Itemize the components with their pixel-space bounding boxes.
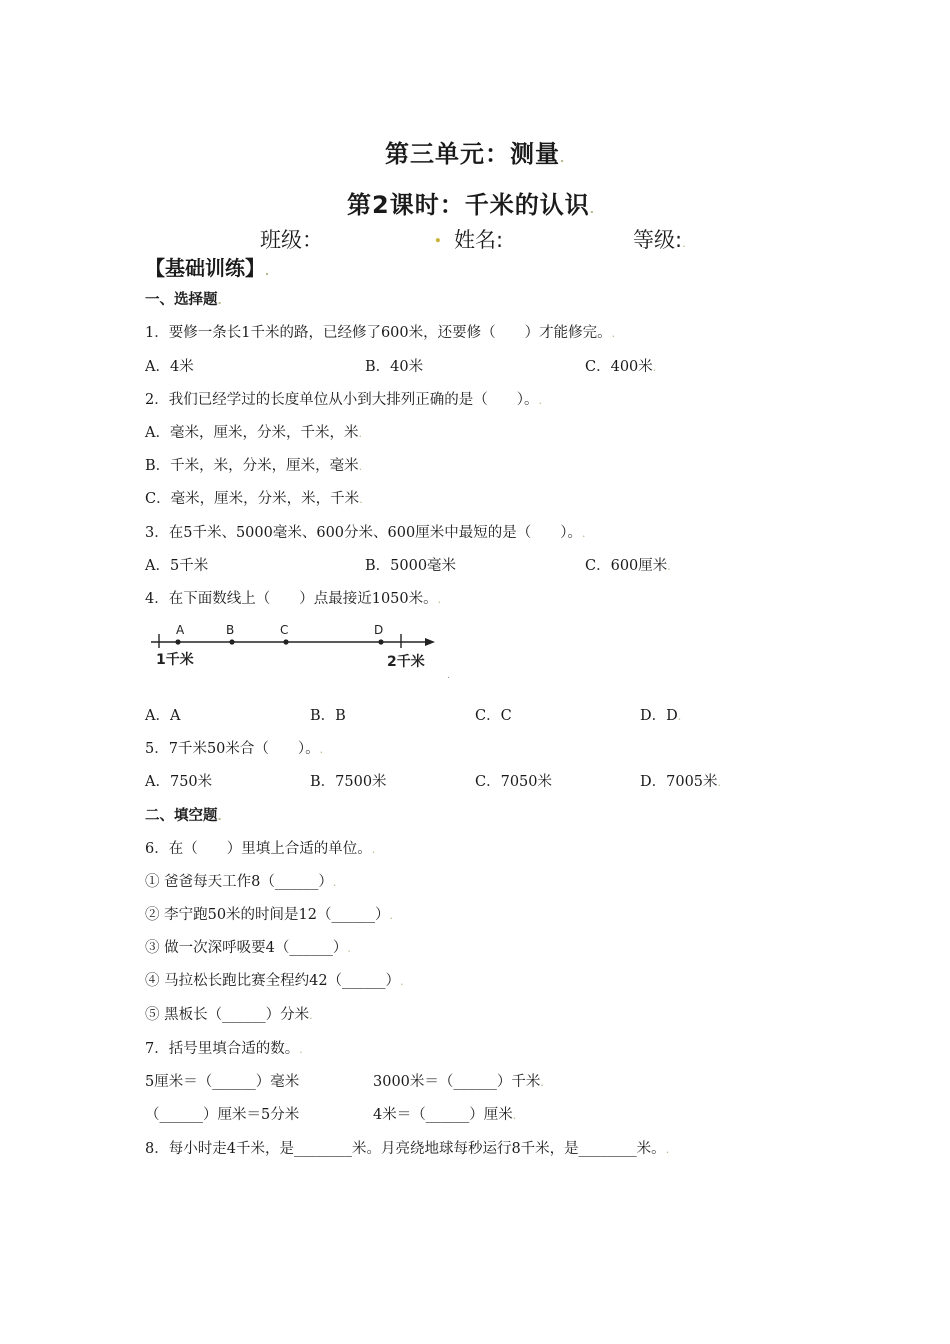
q7-row1-left[interactable]: 5厘米＝（______）毫米: [145, 1074, 300, 1090]
q7-row2-left[interactable]: （______）厘米＝5分米: [145, 1107, 300, 1123]
label-b: B: [226, 623, 235, 637]
q1-option-c[interactable]: C．400米.: [585, 359, 657, 375]
q6-item-3[interactable]: ③ 做一次深呼吸要4（______）.: [145, 940, 351, 956]
q7-stem: 7．括号里填合适的数。.: [145, 1041, 303, 1057]
label-d: D: [374, 623, 384, 637]
decor-dot: .: [434, 222, 442, 248]
unit-title: 第三单元：测量.: [385, 140, 566, 168]
q2-option-a[interactable]: A．毫米，厘米，分米，千米，米.: [145, 425, 362, 441]
lesson-title: 第2课时：千米的认识.: [347, 191, 595, 219]
q4-stem: 4．在下面数线上（ ）点最接近1050米。.: [145, 591, 442, 607]
q3-option-c[interactable]: C．600厘米.: [585, 558, 671, 574]
point-a: [175, 639, 180, 644]
point-c: [283, 639, 288, 644]
q4-option-a[interactable]: A．A: [145, 708, 181, 724]
q7-row1-right[interactable]: 3000米＝（______）千米.: [373, 1074, 544, 1090]
part1-heading: 一、选择题.: [145, 292, 222, 308]
q1-option-b[interactable]: B．40米: [365, 359, 424, 375]
decor-dot: .: [447, 671, 450, 680]
q5-option-a[interactable]: A．750米: [145, 774, 213, 790]
point-d: [378, 639, 383, 644]
q6-stem: 6．在（ ）里填上合适的单位。.: [145, 841, 376, 857]
q2-option-b[interactable]: B．千米，米，分米，厘米，毫米.: [145, 458, 363, 474]
number-line-figure: [145, 618, 465, 680]
q6-item-2[interactable]: ② 李宁跑50米的时间是12（______）.: [145, 907, 394, 923]
section-title: 【基础训练】.: [145, 256, 270, 280]
q4-option-c[interactable]: C．C: [475, 708, 512, 724]
q7-row2-right[interactable]: 4米＝（______）厘米.: [373, 1107, 517, 1123]
label-c: C: [280, 623, 289, 637]
q1-stem: 1．要修一条长1千米的路，已经修了600米，还要修（ ）才能修完。.: [145, 325, 616, 341]
q5-option-b[interactable]: B．7500米: [310, 774, 387, 790]
q6-item-5[interactable]: ⑤ 黑板长（______）分米.: [145, 1007, 313, 1023]
q3-stem: 3．在5千米、5000毫米、600分米、600厘米中最短的是（ ）。.: [145, 525, 586, 541]
label-a: A: [176, 623, 185, 637]
label-1km: 1千米: [156, 652, 194, 668]
grade-label: 等级:.: [633, 228, 686, 252]
number-line-arrow: [425, 638, 435, 646]
q3-option-a[interactable]: A．5千米: [145, 558, 209, 574]
q2-option-c[interactable]: C．毫米，厘米，分米，米，千米.: [145, 491, 363, 507]
q4-option-b[interactable]: B．B: [310, 708, 346, 724]
q3-option-b[interactable]: B．5000毫米: [365, 558, 457, 574]
q5-option-d[interactable]: D．7005米.: [640, 774, 722, 790]
q1-option-a[interactable]: A．4米: [145, 359, 194, 375]
q4-option-d[interactable]: D．D.: [640, 708, 682, 724]
q6-item-1[interactable]: ① 爸爸每天工作8（______）.: [145, 874, 337, 890]
q5-option-c[interactable]: C．7050米: [475, 774, 552, 790]
point-b: [229, 639, 234, 644]
q2-stem: 2．我们已经学过的长度单位从小到大排列正确的是（ ）。.: [145, 392, 542, 408]
label-2km: 2千米: [387, 654, 425, 670]
q6-item-4[interactable]: ④ 马拉松长跑比赛全程约42（______）.: [145, 973, 404, 989]
class-label: 班级：: [260, 228, 323, 252]
name-label: 姓名:: [454, 228, 504, 252]
part2-heading: 二、填空题.: [145, 808, 222, 824]
q8-stem[interactable]: 8．每小时走4千米，是________米。月亮绕地球每秒运行8千米，是________米。.: [145, 1141, 670, 1157]
q5-stem: 5．7千米50米合（ ）。.: [145, 741, 324, 757]
